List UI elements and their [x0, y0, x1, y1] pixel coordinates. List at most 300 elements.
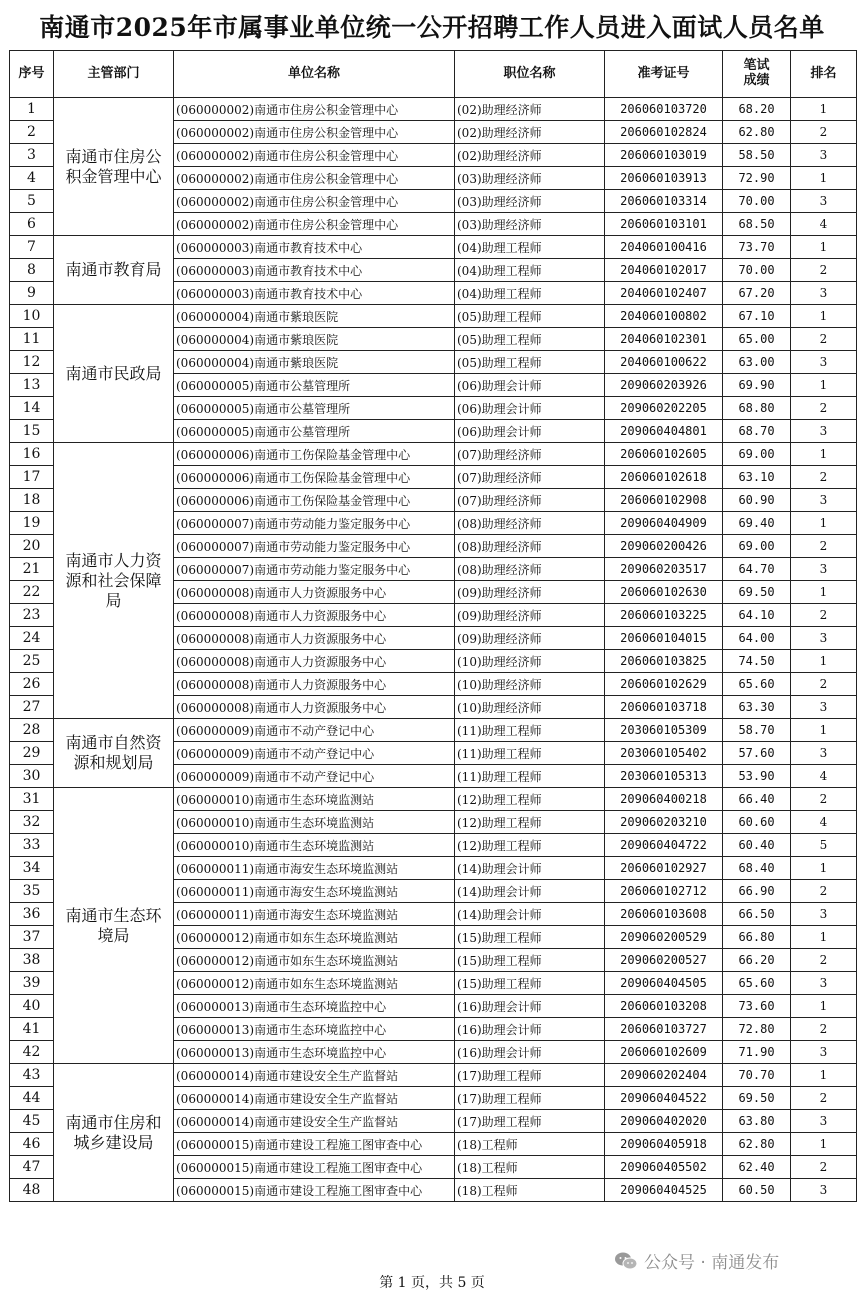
cell-seq: 36	[10, 903, 54, 926]
header-seq: 序号	[10, 51, 54, 98]
cell-rank: 5	[791, 834, 857, 857]
table-body	[10, 98, 857, 1202]
cell-exam-id: 206060103718	[605, 696, 723, 719]
cell-position: (06)助理会计师	[455, 397, 605, 420]
cell-rank: 1	[791, 98, 857, 121]
cell-score: 69.00	[723, 443, 791, 466]
page-footer: 第 1 页，共 5 页	[379, 1275, 485, 1291]
watermark-text: 公众号 · 南通发布	[644, 1253, 780, 1273]
cell-unit: (060000004)南通市紫琅医院	[174, 351, 455, 374]
wechat-icon	[614, 1251, 638, 1271]
cell-position: (17)助理工程师	[455, 1064, 605, 1087]
cell-score: 70.00	[723, 259, 791, 282]
cell-unit: (060000008)南通市人力资源服务中心	[174, 696, 455, 719]
cell-exam-id: 209060202205	[605, 397, 723, 420]
cell-score: 67.10	[723, 305, 791, 328]
cell-position: (08)助理经济师	[455, 535, 605, 558]
cell-exam-id: 206060103913	[605, 167, 723, 190]
cell-position: (09)助理经济师	[455, 581, 605, 604]
cell-unit: (060000008)南通市人力资源服务中心	[174, 581, 455, 604]
cell-position: (17)助理工程师	[455, 1110, 605, 1133]
cell-rank: 2	[791, 673, 857, 696]
cell-exam-id: 206060102609	[605, 1041, 723, 1064]
cell-seq: 1	[10, 98, 54, 121]
cell-rank: 1	[791, 1133, 857, 1156]
cell-exam-id: 206060103314	[605, 190, 723, 213]
cell-unit: (060000011)南通市海安生态环境监测站	[174, 880, 455, 903]
table-row	[10, 236, 857, 259]
cell-score: 71.90	[723, 1041, 791, 1064]
table-row	[10, 788, 857, 811]
cell-exam-id: 209060400218	[605, 788, 723, 811]
cell-unit: (060000005)南通市公墓管理所	[174, 374, 455, 397]
table-row	[10, 305, 857, 328]
cell-seq: 37	[10, 926, 54, 949]
cell-unit: (060000005)南通市公墓管理所	[174, 397, 455, 420]
cell-position: (14)助理会计师	[455, 857, 605, 880]
cell-rank: 3	[791, 696, 857, 719]
cell-exam-id: 206060102629	[605, 673, 723, 696]
cell-score: 66.20	[723, 949, 791, 972]
cell-score: 63.30	[723, 696, 791, 719]
cell-score: 53.90	[723, 765, 791, 788]
cell-exam-id: 204060100622	[605, 351, 723, 374]
cell-unit: (060000003)南通市教育技术中心	[174, 282, 455, 305]
cell-position: (11)助理工程师	[455, 742, 605, 765]
cell-seq: 32	[10, 811, 54, 834]
watermark	[614, 1248, 779, 1273]
cell-unit: (060000010)南通市生态环境监测站	[174, 834, 455, 857]
cell-exam-id: 203060105402	[605, 742, 723, 765]
cell-position: (04)助理工程师	[455, 236, 605, 259]
cell-unit: (060000007)南通市劳动能力鉴定服务中心	[174, 535, 455, 558]
cell-position: (10)助理经济师	[455, 673, 605, 696]
cell-seq: 30	[10, 765, 54, 788]
cell-score: 58.70	[723, 719, 791, 742]
cell-rank: 3	[791, 190, 857, 213]
cell-score: 72.90	[723, 167, 791, 190]
cell-seq: 43	[10, 1064, 54, 1087]
cell-exam-id: 206060104015	[605, 627, 723, 650]
cell-seq: 20	[10, 535, 54, 558]
cell-seq: 4	[10, 167, 54, 190]
cell-position: (07)助理经济师	[455, 466, 605, 489]
cell-position: (05)助理工程师	[455, 328, 605, 351]
cell-score: 58.50	[723, 144, 791, 167]
cell-score: 62.80	[723, 121, 791, 144]
cell-score: 70.70	[723, 1064, 791, 1087]
cell-rank: 1	[791, 857, 857, 880]
cell-score: 60.40	[723, 834, 791, 857]
cell-exam-id: 209060404909	[605, 512, 723, 535]
cell-position: (18)工程师	[455, 1156, 605, 1179]
cell-unit: (060000014)南通市建设安全生产监督站	[174, 1087, 455, 1110]
cell-unit: (060000013)南通市生态环境监控中心	[174, 995, 455, 1018]
cell-unit: (060000010)南通市生态环境监测站	[174, 811, 455, 834]
cell-seq: 46	[10, 1133, 54, 1156]
cell-position: (06)助理会计师	[455, 374, 605, 397]
cell-score: 60.60	[723, 811, 791, 834]
cell-seq: 5	[10, 190, 54, 213]
cell-position: (09)助理经济师	[455, 604, 605, 627]
cell-rank: 2	[791, 788, 857, 811]
cell-unit: (060000007)南通市劳动能力鉴定服务中心	[174, 558, 455, 581]
cell-rank: 3	[791, 1179, 857, 1202]
header-unit: 单位名称	[174, 51, 455, 98]
cell-seq: 31	[10, 788, 54, 811]
cell-rank: 2	[791, 949, 857, 972]
cell-seq: 13	[10, 374, 54, 397]
cell-position: (17)助理工程师	[455, 1087, 605, 1110]
cell-rank: 3	[791, 282, 857, 305]
cell-score: 64.00	[723, 627, 791, 650]
cell-seq: 27	[10, 696, 54, 719]
cell-exam-id: 206060102605	[605, 443, 723, 466]
cell-exam-id: 209060200529	[605, 926, 723, 949]
cell-exam-id: 209060200426	[605, 535, 723, 558]
cell-rank: 1	[791, 167, 857, 190]
cell-rank: 2	[791, 535, 857, 558]
cell-exam-id: 209060203517	[605, 558, 723, 581]
cell-position: (11)助理工程师	[455, 765, 605, 788]
cell-seq: 39	[10, 972, 54, 995]
cell-exam-id: 206060103019	[605, 144, 723, 167]
cell-rank: 1	[791, 443, 857, 466]
cell-exam-id: 206060102824	[605, 121, 723, 144]
cell-dept: 南通市教育局	[54, 236, 174, 305]
cell-score: 62.40	[723, 1156, 791, 1179]
cell-exam-id: 209060202404	[605, 1064, 723, 1087]
cell-rank: 1	[791, 305, 857, 328]
cell-unit: (060000002)南通市住房公积金管理中心	[174, 121, 455, 144]
cell-seq: 33	[10, 834, 54, 857]
cell-score: 65.60	[723, 972, 791, 995]
cell-position: (04)助理工程师	[455, 282, 605, 305]
cell-exam-id: 206060103825	[605, 650, 723, 673]
cell-rank: 1	[791, 374, 857, 397]
cell-score: 63.10	[723, 466, 791, 489]
cell-rank: 1	[791, 236, 857, 259]
cell-rank: 1	[791, 650, 857, 673]
cell-score: 66.90	[723, 880, 791, 903]
cell-exam-id: 204060100802	[605, 305, 723, 328]
cell-position: (02)助理经济师	[455, 98, 605, 121]
cell-position: (03)助理经济师	[455, 213, 605, 236]
cell-rank: 4	[791, 213, 857, 236]
cell-unit: (060000009)南通市不动产登记中心	[174, 765, 455, 788]
cell-unit: (060000009)南通市不动产登记中心	[174, 742, 455, 765]
cell-unit: (060000015)南通市建设工程施工图审查中心	[174, 1179, 455, 1202]
cell-position: (10)助理经济师	[455, 696, 605, 719]
cell-unit: (060000009)南通市不动产登记中心	[174, 719, 455, 742]
cell-position: (07)助理经济师	[455, 443, 605, 466]
cell-score: 60.90	[723, 489, 791, 512]
cell-exam-id: 209060404522	[605, 1087, 723, 1110]
cell-exam-id: 204060102301	[605, 328, 723, 351]
cell-score: 70.00	[723, 190, 791, 213]
cell-rank: 4	[791, 811, 857, 834]
cell-seq: 15	[10, 420, 54, 443]
cell-seq: 3	[10, 144, 54, 167]
cell-score: 63.00	[723, 351, 791, 374]
cell-seq: 23	[10, 604, 54, 627]
cell-rank: 3	[791, 972, 857, 995]
cell-rank: 1	[791, 581, 857, 604]
cell-position: (05)助理工程师	[455, 305, 605, 328]
cell-seq: 8	[10, 259, 54, 282]
cell-dept: 南通市住房公积金管理中心	[54, 98, 174, 236]
table-row	[10, 719, 857, 742]
cell-rank: 1	[791, 995, 857, 1018]
cell-score: 64.10	[723, 604, 791, 627]
cell-score: 68.20	[723, 98, 791, 121]
cell-exam-id: 204060102017	[605, 259, 723, 282]
cell-seq: 45	[10, 1110, 54, 1133]
cell-score: 69.50	[723, 1087, 791, 1110]
cell-position: (03)助理经济师	[455, 167, 605, 190]
table-row	[10, 1064, 857, 1087]
cell-score: 63.80	[723, 1110, 791, 1133]
cell-position: (16)助理会计师	[455, 995, 605, 1018]
cell-rank: 2	[791, 121, 857, 144]
cell-seq: 35	[10, 880, 54, 903]
cell-exam-id: 209060200527	[605, 949, 723, 972]
cell-seq: 6	[10, 213, 54, 236]
cell-score: 72.80	[723, 1018, 791, 1041]
cell-score: 66.50	[723, 903, 791, 926]
cell-unit: (060000002)南通市住房公积金管理中心	[174, 190, 455, 213]
cell-seq: 9	[10, 282, 54, 305]
cell-dept: 南通市人力资源和社会保障局	[54, 443, 174, 719]
cell-position: (12)助理工程师	[455, 788, 605, 811]
cell-unit: (060000008)南通市人力资源服务中心	[174, 673, 455, 696]
cell-score: 69.00	[723, 535, 791, 558]
cell-rank: 2	[791, 1087, 857, 1110]
cell-exam-id: 206060103608	[605, 903, 723, 926]
cell-seq: 41	[10, 1018, 54, 1041]
cell-unit: (060000011)南通市海安生态环境监测站	[174, 903, 455, 926]
cell-rank: 2	[791, 466, 857, 489]
cell-dept: 南通市民政局	[54, 305, 174, 443]
cell-position: (15)助理工程师	[455, 926, 605, 949]
cell-position: (18)工程师	[455, 1179, 605, 1202]
cell-seq: 38	[10, 949, 54, 972]
cell-exam-id: 206060103101	[605, 213, 723, 236]
cell-seq: 28	[10, 719, 54, 742]
cell-seq: 21	[10, 558, 54, 581]
cell-exam-id: 206060102927	[605, 857, 723, 880]
cell-exam-id: 209060404505	[605, 972, 723, 995]
cell-position: (02)助理经济师	[455, 121, 605, 144]
cell-seq: 48	[10, 1179, 54, 1202]
cell-unit: (060000003)南通市教育技术中心	[174, 236, 455, 259]
cell-position: (15)助理工程师	[455, 972, 605, 995]
header-position: 职位名称	[455, 51, 605, 98]
cell-dept: 南通市住房和城乡建设局	[54, 1064, 174, 1202]
cell-exam-id: 204060102407	[605, 282, 723, 305]
table-row	[10, 98, 857, 121]
cell-position: (15)助理工程师	[455, 949, 605, 972]
cell-rank: 3	[791, 627, 857, 650]
cell-unit: (060000002)南通市住房公积金管理中心	[174, 144, 455, 167]
cell-exam-id: 209060203926	[605, 374, 723, 397]
cell-score: 66.40	[723, 788, 791, 811]
candidate-table	[9, 50, 857, 1202]
cell-unit: (060000002)南通市住房公积金管理中心	[174, 213, 455, 236]
cell-position: (11)助理工程师	[455, 719, 605, 742]
cell-seq: 22	[10, 581, 54, 604]
page-title: 南通市2025年市属事业单位统一公开招聘工作人员进入面试人员名单	[39, 13, 825, 42]
cell-seq: 18	[10, 489, 54, 512]
cell-score: 73.60	[723, 995, 791, 1018]
cell-seq: 44	[10, 1087, 54, 1110]
cell-rank: 3	[791, 351, 857, 374]
cell-score: 67.20	[723, 282, 791, 305]
cell-exam-id: 204060100416	[605, 236, 723, 259]
cell-exam-id: 206060102908	[605, 489, 723, 512]
cell-score: 68.70	[723, 420, 791, 443]
cell-exam-id: 209060402020	[605, 1110, 723, 1133]
header-dept: 主管部门	[54, 51, 174, 98]
cell-exam-id: 206060102618	[605, 466, 723, 489]
cell-position: (12)助理工程师	[455, 834, 605, 857]
cell-rank: 1	[791, 719, 857, 742]
cell-score: 60.50	[723, 1179, 791, 1202]
cell-seq: 14	[10, 397, 54, 420]
cell-unit: (060000005)南通市公墓管理所	[174, 420, 455, 443]
cell-rank: 2	[791, 328, 857, 351]
cell-rank: 1	[791, 512, 857, 535]
cell-score: 68.40	[723, 857, 791, 880]
cell-rank: 4	[791, 765, 857, 788]
cell-unit: (060000013)南通市生态环境监控中心	[174, 1018, 455, 1041]
cell-position: (16)助理会计师	[455, 1018, 605, 1041]
cell-position: (04)助理工程师	[455, 259, 605, 282]
cell-unit: (060000006)南通市工伤保险基金管理中心	[174, 466, 455, 489]
cell-position: (03)助理经济师	[455, 190, 605, 213]
cell-score: 68.50	[723, 213, 791, 236]
cell-rank: 3	[791, 420, 857, 443]
cell-seq: 10	[10, 305, 54, 328]
cell-exam-id: 209060405502	[605, 1156, 723, 1179]
cell-rank: 1	[791, 1064, 857, 1087]
cell-unit: (060000004)南通市紫琅医院	[174, 328, 455, 351]
cell-exam-id: 209060404525	[605, 1179, 723, 1202]
cell-rank: 3	[791, 742, 857, 765]
cell-unit: (060000004)南通市紫琅医院	[174, 305, 455, 328]
cell-seq: 40	[10, 995, 54, 1018]
cell-score: 73.70	[723, 236, 791, 259]
cell-score: 65.00	[723, 328, 791, 351]
cell-seq: 12	[10, 351, 54, 374]
cell-rank: 1	[791, 926, 857, 949]
cell-position: (07)助理经济师	[455, 489, 605, 512]
cell-exam-id: 206060103720	[605, 98, 723, 121]
cell-rank: 3	[791, 903, 857, 926]
cell-seq: 42	[10, 1041, 54, 1064]
cell-rank: 3	[791, 558, 857, 581]
cell-score: 57.60	[723, 742, 791, 765]
cell-unit: (060000010)南通市生态环境监测站	[174, 788, 455, 811]
cell-score: 69.90	[723, 374, 791, 397]
header-score: 笔试成绩	[723, 51, 791, 98]
table-row	[10, 443, 857, 466]
cell-score: 62.80	[723, 1133, 791, 1156]
cell-score: 64.70	[723, 558, 791, 581]
cell-seq: 26	[10, 673, 54, 696]
cell-exam-id: 206060103208	[605, 995, 723, 1018]
cell-rank: 2	[791, 259, 857, 282]
cell-unit: (060000014)南通市建设安全生产监督站	[174, 1064, 455, 1087]
cell-seq: 34	[10, 857, 54, 880]
cell-unit: (060000008)南通市人力资源服务中心	[174, 627, 455, 650]
table-header-row	[10, 51, 857, 98]
cell-position: (06)助理会计师	[455, 420, 605, 443]
cell-unit: (060000008)南通市人力资源服务中心	[174, 604, 455, 627]
cell-seq: 2	[10, 121, 54, 144]
header-exam-id: 准考证号	[605, 51, 723, 98]
cell-position: (14)助理会计师	[455, 880, 605, 903]
cell-unit: (060000006)南通市工伤保险基金管理中心	[174, 489, 455, 512]
cell-seq: 19	[10, 512, 54, 535]
cell-unit: (060000013)南通市生态环境监控中心	[174, 1041, 455, 1064]
cell-dept: 南通市生态环境局	[54, 788, 174, 1064]
cell-dept: 南通市自然资源和规划局	[54, 719, 174, 788]
cell-score: 66.80	[723, 926, 791, 949]
cell-exam-id: 209060405918	[605, 1133, 723, 1156]
cell-unit: (060000003)南通市教育技术中心	[174, 259, 455, 282]
header-rank: 排名	[791, 51, 857, 98]
cell-seq: 47	[10, 1156, 54, 1179]
cell-exam-id: 209060404722	[605, 834, 723, 857]
cell-unit: (060000012)南通市如东生态环境监测站	[174, 926, 455, 949]
cell-exam-id: 206060102630	[605, 581, 723, 604]
cell-exam-id: 203060105313	[605, 765, 723, 788]
cell-seq: 25	[10, 650, 54, 673]
cell-position: (08)助理经济师	[455, 512, 605, 535]
cell-unit: (060000014)南通市建设安全生产监督站	[174, 1110, 455, 1133]
cell-score: 69.50	[723, 581, 791, 604]
cell-position: (12)助理工程师	[455, 811, 605, 834]
cell-rank: 2	[791, 880, 857, 903]
cell-exam-id: 206060102712	[605, 880, 723, 903]
cell-unit: (060000015)南通市建设工程施工图审查中心	[174, 1133, 455, 1156]
cell-score: 69.40	[723, 512, 791, 535]
cell-exam-id: 206060103225	[605, 604, 723, 627]
cell-unit: (060000015)南通市建设工程施工图审查中心	[174, 1156, 455, 1179]
cell-exam-id: 206060103727	[605, 1018, 723, 1041]
cell-exam-id: 209060203210	[605, 811, 723, 834]
cell-seq: 11	[10, 328, 54, 351]
cell-rank: 3	[791, 1110, 857, 1133]
cell-score: 74.50	[723, 650, 791, 673]
cell-position: (18)工程师	[455, 1133, 605, 1156]
cell-position: (05)助理工程师	[455, 351, 605, 374]
cell-exam-id: 203060105309	[605, 719, 723, 742]
cell-position: (14)助理会计师	[455, 903, 605, 926]
cell-rank: 2	[791, 1018, 857, 1041]
cell-unit: (060000002)南通市住房公积金管理中心	[174, 167, 455, 190]
cell-unit: (060000008)南通市人力资源服务中心	[174, 650, 455, 673]
cell-seq: 16	[10, 443, 54, 466]
cell-rank: 2	[791, 604, 857, 627]
cell-unit: (060000007)南通市劳动能力鉴定服务中心	[174, 512, 455, 535]
cell-score: 65.60	[723, 673, 791, 696]
cell-unit: (060000012)南通市如东生态环境监测站	[174, 949, 455, 972]
cell-seq: 7	[10, 236, 54, 259]
cell-unit: (060000011)南通市海安生态环境监测站	[174, 857, 455, 880]
cell-position: (16)助理会计师	[455, 1041, 605, 1064]
